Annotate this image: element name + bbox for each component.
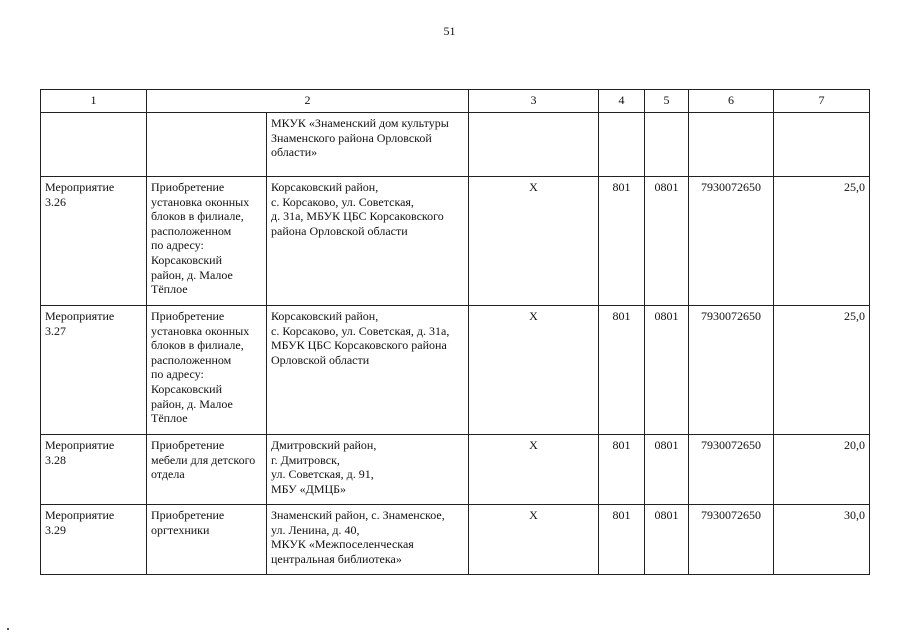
- amount-cell: 25,0: [774, 306, 870, 435]
- table-row: [41, 505, 870, 575]
- purpose-cell: Приобретение оргтехники: [147, 505, 267, 575]
- code-4-cell: 801: [599, 177, 645, 306]
- mark-cell: Х: [469, 435, 599, 505]
- code-5-cell: 0801: [645, 177, 689, 306]
- amount-cell: 30,0: [774, 505, 870, 575]
- scan-speck: [7, 628, 9, 630]
- amount-cell: [774, 113, 870, 177]
- purpose-cell: Приобретение мебели для детского отдела: [147, 435, 267, 505]
- code-6-cell: 7930072650: [689, 505, 774, 575]
- header-col-7: 7: [774, 90, 870, 113]
- table-row: [41, 435, 870, 505]
- budget-table: [40, 89, 870, 575]
- mark-cell: Х: [469, 177, 599, 306]
- purpose-cell: Приобретение установка оконных блоков в филиале, расположенном по адресу: Корсаковский район, д. Малое Тёплое: [147, 177, 267, 306]
- page-number: 51: [443, 24, 456, 38]
- mark-cell: Х: [469, 306, 599, 435]
- address-cell: Дмитровский район, г. Дмитровск, ул. Советская, д. 91, МБУ «ДМЦБ»: [267, 435, 469, 505]
- table-row: [41, 306, 870, 435]
- header-col-1: 1: [41, 90, 147, 113]
- header-col-6: 6: [689, 90, 774, 113]
- address-cell: Корсаковский район, с. Корсаково, ул. Советская, д. 31а, МБУК ЦБС Корсаковского района Орловской области: [267, 306, 469, 435]
- header-col-4: 4: [599, 90, 645, 113]
- header-row: [41, 90, 870, 113]
- code-4-cell: 801: [599, 306, 645, 435]
- mark-cell: [469, 113, 599, 177]
- address-cell: Знаменский район, с. Знаменское, ул. Ленина, д. 40, МКУК «Межпоселенческая центральная библиотека»: [267, 505, 469, 575]
- event-cell: [41, 113, 147, 177]
- code-5-cell: [645, 113, 689, 177]
- amount-cell: 20,0: [774, 435, 870, 505]
- amount-cell: 25,0: [774, 177, 870, 306]
- event-cell: Мероприятие 3.27: [41, 306, 147, 435]
- code-6-cell: [689, 113, 774, 177]
- code-4-cell: 801: [599, 505, 645, 575]
- header-col-2: 2: [147, 90, 469, 113]
- event-cell: Мероприятие 3.26: [41, 177, 147, 306]
- table-row: [41, 113, 870, 177]
- purpose-cell: Приобретение установка оконных блоков в филиале, расположенном по адресу: Корсаковский район, д. Малое Тёплое: [147, 306, 267, 435]
- header-col-5: 5: [645, 90, 689, 113]
- mark-cell: Х: [469, 505, 599, 575]
- code-4-cell: [599, 113, 645, 177]
- code-6-cell: 7930072650: [689, 177, 774, 306]
- table-row: [41, 177, 870, 306]
- code-4-cell: 801: [599, 435, 645, 505]
- header-col-3: 3: [469, 90, 599, 113]
- event-cell: Мероприятие 3.28: [41, 435, 147, 505]
- address-cell: МКУК «Знаменский дом культуры Знаменского района Орловской области»: [267, 113, 469, 177]
- code-6-cell: 7930072650: [689, 435, 774, 505]
- code-5-cell: 0801: [645, 505, 689, 575]
- purpose-cell: [147, 113, 267, 177]
- code-5-cell: 0801: [645, 306, 689, 435]
- code-6-cell: 7930072650: [689, 306, 774, 435]
- code-5-cell: 0801: [645, 435, 689, 505]
- address-cell: Корсаковский район, с. Корсаково, ул. Советская, д. 31а, МБУК ЦБС Корсаковского района Орловской области: [267, 177, 469, 306]
- event-cell: Мероприятие 3.29: [41, 505, 147, 575]
